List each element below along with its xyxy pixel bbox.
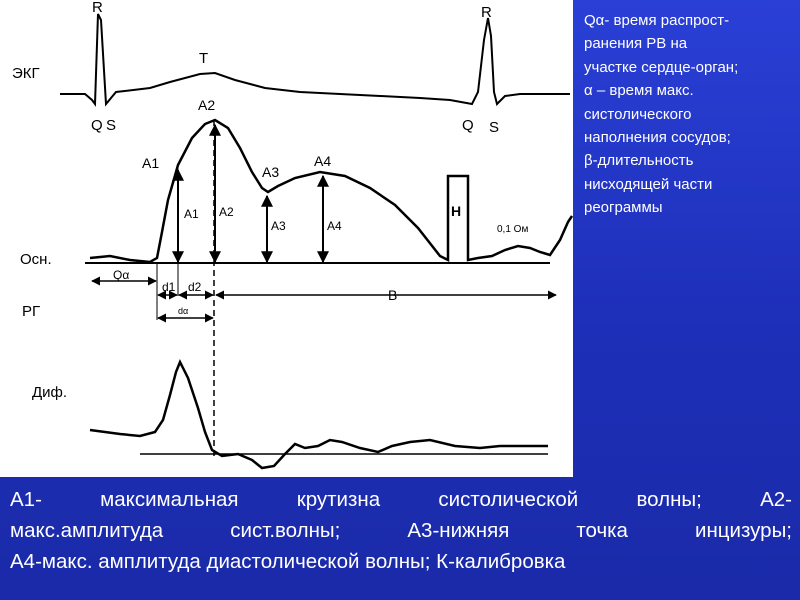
side-line: α – время макс. bbox=[584, 82, 694, 100]
ecg-r2-label: R bbox=[481, 4, 492, 21]
ecg-t-label: T bbox=[199, 50, 209, 67]
calibration-value-label: 0,1 Ом bbox=[497, 224, 529, 235]
measure-a3-label: A3 bbox=[271, 219, 286, 233]
ecg-s1-label: S bbox=[106, 117, 117, 134]
ecg-trace bbox=[60, 14, 570, 104]
qa-label: Qα bbox=[113, 268, 130, 282]
ecg-q1-label: Q bbox=[91, 117, 103, 134]
baseline-row-label: Осн. bbox=[20, 251, 52, 268]
ecg-r1-label: R bbox=[92, 0, 103, 16]
caption-line: А1- максимальная крутизна систолической волны; А2- bbox=[10, 488, 792, 511]
side-line: ранения РВ на bbox=[584, 35, 688, 53]
caption-line: А4-макс. амплитуда диастолической волны; К-калибровка bbox=[10, 550, 566, 573]
d1-label: d1 bbox=[162, 280, 176, 294]
side-line: участке сердце-орган; bbox=[584, 58, 739, 76]
measure-a1-label: A1 bbox=[184, 207, 199, 221]
b-label: B bbox=[388, 287, 398, 303]
ecg-q2-label: Q bbox=[462, 117, 474, 134]
wave-a2-label: A2 bbox=[198, 97, 216, 113]
side-line: систолического bbox=[584, 105, 692, 123]
side-legend bbox=[584, 9, 796, 220]
side-line: Qα- время распрост- bbox=[584, 12, 730, 29]
caption bbox=[10, 484, 792, 577]
rheogram-trace bbox=[90, 120, 572, 262]
calibration-h-label: H bbox=[451, 203, 462, 219]
rheo-row-label: РГ bbox=[22, 303, 41, 320]
side-line: реограммы bbox=[584, 199, 663, 217]
d2-label: d2 bbox=[188, 280, 202, 294]
da-label: dα bbox=[178, 306, 189, 316]
side-line: нисходящей части bbox=[584, 175, 713, 193]
measure-a4-label: A4 bbox=[327, 219, 342, 233]
ecg-s2-label: S bbox=[489, 119, 500, 136]
wave-a4-label: A4 bbox=[314, 153, 332, 169]
diff-trace bbox=[90, 362, 548, 468]
wave-a3-label: A3 bbox=[262, 164, 280, 180]
side-line: наполнения сосудов; bbox=[584, 129, 731, 147]
measure-a2-label: A2 bbox=[219, 205, 234, 219]
ecg-row-label: ЭКГ bbox=[12, 65, 40, 82]
wave-a1-label: A1 bbox=[142, 155, 160, 171]
side-line: β-длительность bbox=[584, 152, 694, 170]
diff-row-label: Диф. bbox=[32, 384, 68, 401]
caption-line: макс.амплитуда сист.волны; А3-нижняя точка инцизуры; bbox=[10, 519, 792, 542]
